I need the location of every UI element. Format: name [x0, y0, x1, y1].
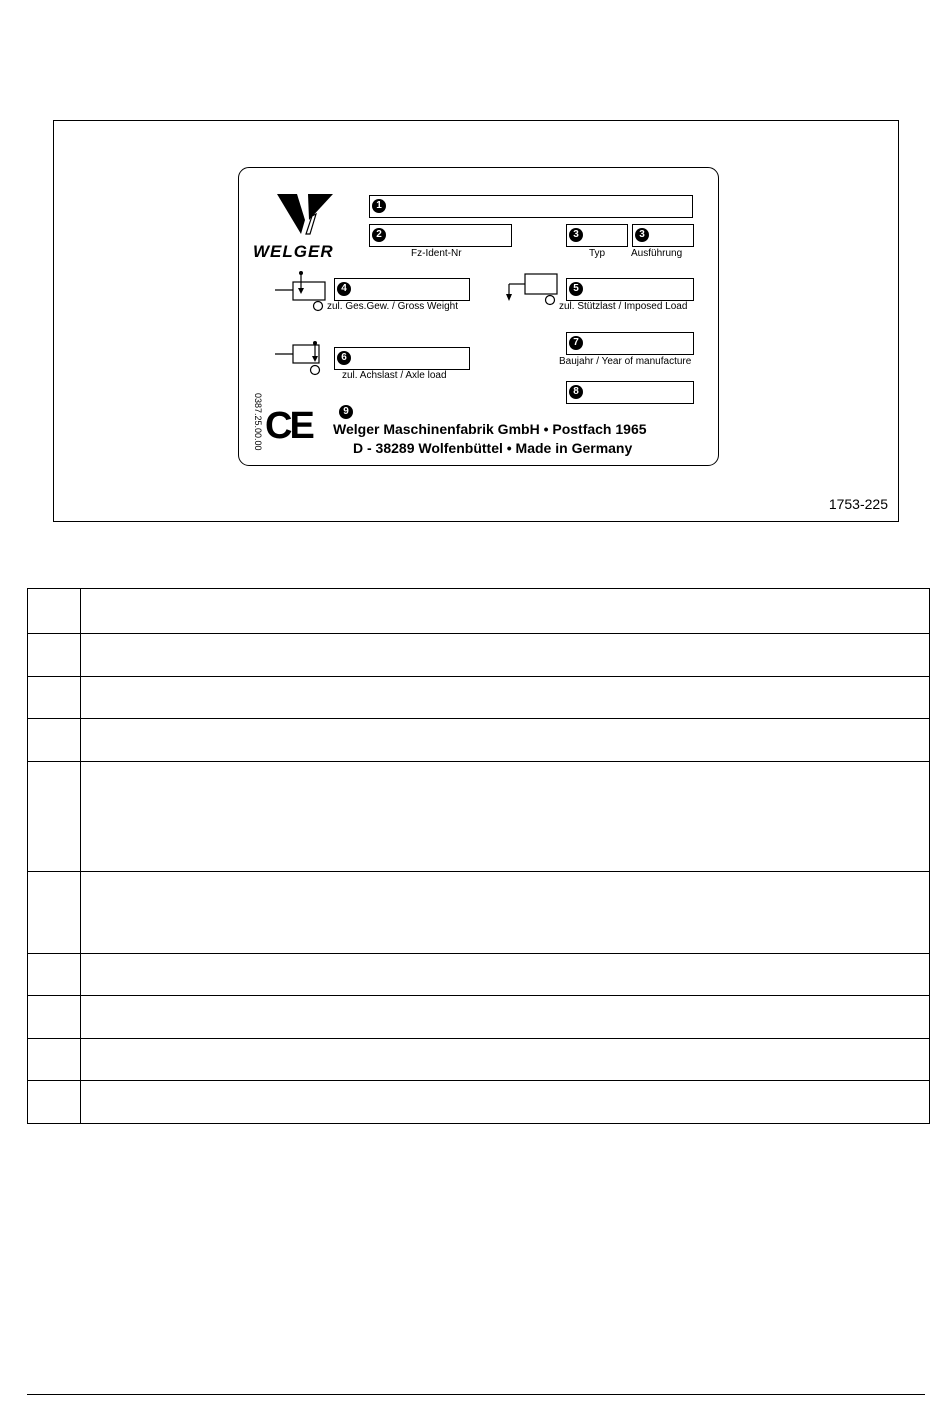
table-row	[28, 1081, 930, 1124]
figure-number: 1753-225	[828, 496, 888, 512]
row-text	[81, 1039, 930, 1081]
marker-1: 1	[372, 199, 386, 213]
field-3-ausfuehrung	[632, 224, 694, 247]
figure-frame	[53, 120, 899, 522]
logo-text: WELGER	[253, 242, 334, 261]
table-row	[28, 719, 930, 762]
marker-5: 5	[569, 282, 583, 296]
row-text	[81, 634, 930, 677]
welger-v-logo-icon	[275, 190, 335, 238]
row-number	[28, 996, 81, 1039]
field-3-typ	[566, 224, 628, 247]
table-row	[28, 872, 930, 954]
marker-6: 6	[337, 351, 351, 365]
ce-mark: CE	[265, 405, 312, 447]
row-number	[28, 872, 81, 954]
row-text	[81, 954, 930, 996]
table-row	[28, 1039, 930, 1081]
field-2	[369, 224, 512, 247]
welger-logo	[253, 190, 373, 260]
field-6	[334, 347, 470, 370]
footer-rule	[27, 1394, 925, 1395]
marker-4: 4	[337, 282, 351, 296]
field-1	[369, 195, 693, 218]
caption-imposed-load: zul. Stützlast / Imposed Load	[559, 301, 688, 312]
row-number	[28, 634, 81, 677]
caption-gross-weight: zul. Ges.Gew. / Gross Weight	[327, 301, 458, 312]
field-5	[566, 278, 694, 301]
row-number	[28, 954, 81, 996]
field-8	[566, 381, 694, 404]
table-row	[28, 589, 930, 634]
row-number	[28, 677, 81, 719]
marker-7: 7	[569, 336, 583, 350]
marker-3b: 3	[635, 228, 649, 242]
row-text	[81, 677, 930, 719]
table-row	[28, 634, 930, 677]
type-plate	[238, 167, 719, 466]
row-text	[81, 996, 930, 1039]
table-row	[28, 677, 930, 719]
caption-year-of-manufacture: Baujahr / Year of manufacture	[559, 356, 692, 367]
row-text	[81, 589, 930, 634]
row-text	[81, 1081, 930, 1124]
row-text	[81, 719, 930, 762]
caption-typ: Typ	[589, 248, 606, 259]
caption-ausfuehrung: Ausführung	[631, 248, 683, 259]
row-number	[28, 1039, 81, 1081]
gross-weight-icon	[275, 270, 327, 314]
marker-3a: 3	[569, 228, 583, 242]
marker-8: 8	[569, 385, 583, 399]
row-number	[28, 762, 81, 872]
row-number	[28, 719, 81, 762]
caption-axle-load: zul. Achslast / Axle load	[342, 370, 447, 381]
legend-table	[27, 588, 930, 1124]
table-row	[28, 954, 930, 996]
marker-2: 2	[372, 228, 386, 242]
address-line-2: D - 38289 Wolfenbüttel • Made in Germany	[353, 440, 633, 456]
row-text	[81, 762, 930, 872]
table-row	[28, 762, 930, 872]
address-line-1: Welger Maschinenfabrik GmbH • Postfach 1965	[333, 421, 647, 437]
side-code: 0387.25.00.00	[253, 393, 263, 451]
imposed-load-icon	[505, 272, 563, 310]
field-7	[566, 332, 694, 355]
marker-9: 9	[339, 405, 353, 419]
table-row	[28, 996, 930, 1039]
row-number	[28, 589, 81, 634]
caption-fz-ident-nr: Fz-Ident-Nr	[411, 248, 462, 259]
field-4	[334, 278, 470, 301]
axle-load-icon	[275, 341, 327, 381]
row-text	[81, 872, 930, 954]
row-number	[28, 1081, 81, 1124]
